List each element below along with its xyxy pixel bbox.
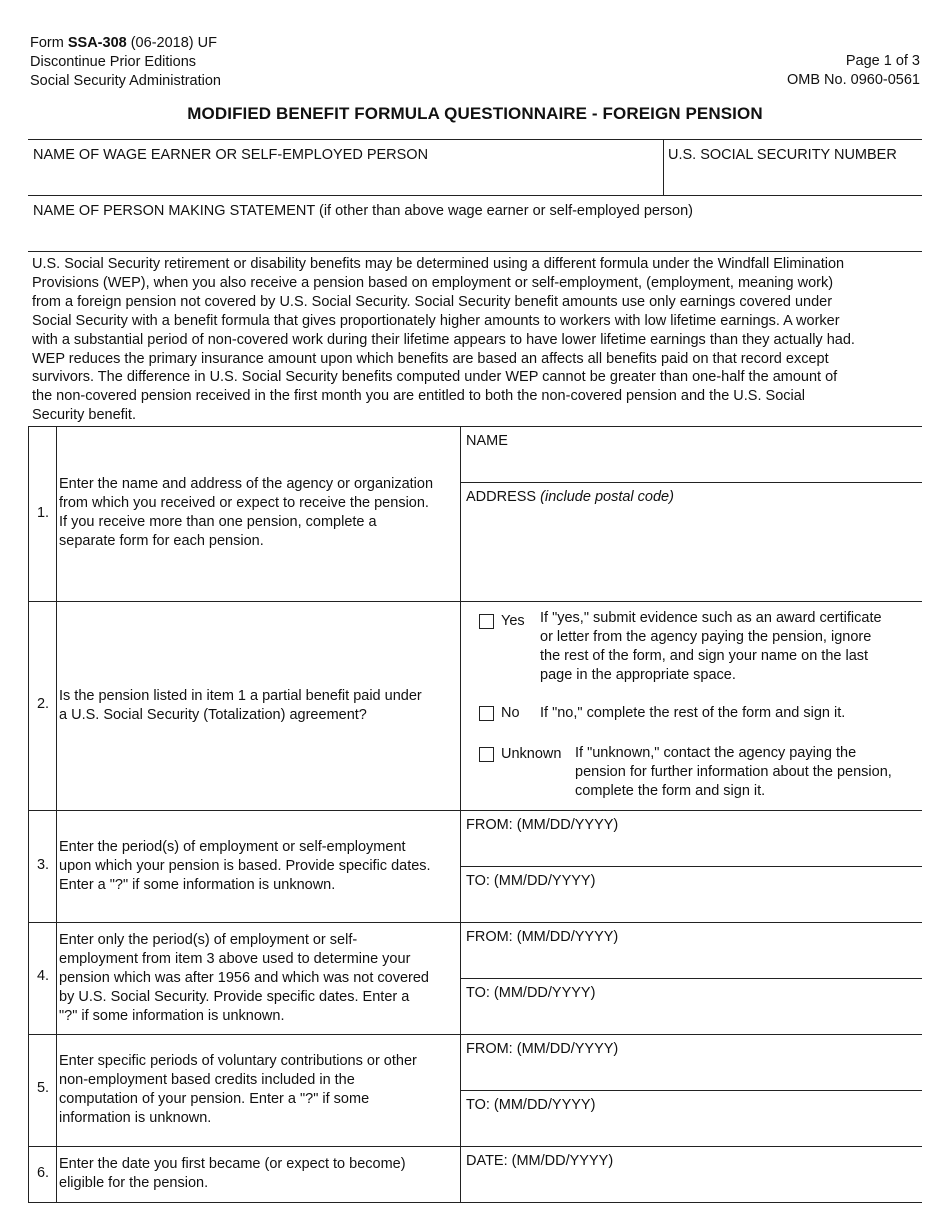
pension-address-field[interactable] xyxy=(463,508,920,598)
item-5-from-label: FROM: (MM/DD/YYYY) xyxy=(466,1041,619,1057)
divider xyxy=(28,251,922,252)
instruction-line: pension for further information about the pension, xyxy=(575,764,892,780)
omb-number: OMB No. 0960-0561 xyxy=(787,72,920,88)
question-line: Enter only the period(s) of employment or self- xyxy=(59,932,358,948)
question-line: information is unknown. xyxy=(59,1110,212,1126)
wage-earner-name-field[interactable] xyxy=(30,166,660,192)
form-id: SSA-308 xyxy=(67,35,127,51)
item-3-from-label: FROM: (MM/DD/YYYY) xyxy=(466,817,619,833)
instruction-line: complete the form and sign it. xyxy=(575,783,766,799)
item-4-to-field[interactable] xyxy=(463,1004,920,1032)
question-line: computation of your pension. Enter a "?" if some xyxy=(59,1091,370,1107)
item-3-to-field[interactable] xyxy=(463,892,920,920)
item-6-date-label: DATE: (MM/DD/YYYY) xyxy=(466,1153,614,1169)
form-header-left xyxy=(30,34,221,91)
question-line: separate form for each pension. xyxy=(59,533,264,549)
no-label: No xyxy=(501,705,520,721)
item-number: 2. xyxy=(36,696,50,712)
item-3-from-field[interactable] xyxy=(463,836,920,864)
question-line: If you receive more than one pension, complete a xyxy=(59,514,377,530)
agency-name: Social Security Administration xyxy=(30,73,221,89)
pension-name-label: NAME xyxy=(466,433,508,449)
question-line: a U.S. Social Security (Totalization) agreement? xyxy=(59,707,367,723)
pension-address-label xyxy=(466,488,674,507)
divider xyxy=(28,426,922,427)
divider xyxy=(28,195,922,196)
item-4-to-label: TO: (MM/DD/YYYY) xyxy=(466,985,596,1001)
divider xyxy=(28,810,922,811)
instruction-line: If "unknown," contact the agency paying the xyxy=(575,745,857,761)
divider xyxy=(28,601,922,602)
divider xyxy=(28,1202,922,1203)
unknown-label: Unknown xyxy=(501,746,562,762)
question-line: Enter the period(s) of employment or self-employment xyxy=(59,839,406,855)
ssn-field[interactable] xyxy=(666,166,920,192)
intro-line: Security benefit. xyxy=(32,407,136,424)
item-number: 3. xyxy=(36,857,50,873)
wage-earner-name-label: NAME OF WAGE EARNER OR SELF-EMPLOYED PERSON xyxy=(33,147,429,163)
yes-label: Yes xyxy=(501,613,525,629)
ssn-label: U.S. SOCIAL SECURITY NUMBER xyxy=(668,147,897,163)
intro-line: WEP reduces the primary insurance amount upon which benefits are based an affects all benefits paid on that record except xyxy=(32,350,829,367)
intro-line: Social Security with a benefit formula that gives proportionately higher amounts to workers with low lifetime earnings. A worker xyxy=(32,312,840,329)
form-id-line xyxy=(30,34,221,53)
item-number: 6. xyxy=(36,1165,50,1181)
discontinue-note: Discontinue Prior Editions xyxy=(30,54,197,70)
no-checkbox[interactable] xyxy=(479,706,494,721)
item-4-from-label: FROM: (MM/DD/YYYY) xyxy=(466,929,619,945)
page-number: Page 1 of 3 xyxy=(845,53,920,69)
statement-person-label: NAME OF PERSON MAKING STATEMENT (if other than above wage earner or self-employed person) xyxy=(33,203,693,219)
divider xyxy=(460,866,922,867)
intro-line: the non-covered pension received in the first month you are entitled to both the non-covered pension and the U.S. Social xyxy=(32,388,806,405)
item-5-to-field[interactable] xyxy=(463,1116,920,1144)
divider xyxy=(663,139,664,195)
question-line: upon which your pension is based. Provide specific dates. xyxy=(59,858,431,874)
divider xyxy=(28,922,922,923)
question-line: Enter the name and address of the agency or organization xyxy=(59,476,434,492)
instruction-line: the rest of the form, and sign your name on the last xyxy=(540,648,869,664)
intro-paragraph xyxy=(32,255,922,425)
item-5-from-field[interactable] xyxy=(463,1060,920,1088)
item-number: 1. xyxy=(36,505,50,521)
unknown-instructions xyxy=(575,744,920,801)
intro-line: Provisions (WEP), when you also receive a pension based on employment or self-employment, (employment, meaning work) xyxy=(32,274,834,291)
yes-instructions xyxy=(540,609,920,685)
statement-person-field[interactable] xyxy=(30,222,920,248)
question-line: pension which was after 1956 and which was not covered xyxy=(59,970,429,986)
item-6-question xyxy=(59,1155,459,1193)
item-4-from-field[interactable] xyxy=(463,948,920,976)
item-3-question xyxy=(59,838,459,895)
divider xyxy=(460,482,922,483)
item-6-date-field[interactable] xyxy=(463,1172,920,1200)
item-4-question xyxy=(59,931,459,1026)
instruction-line: page in the appropriate space. xyxy=(540,667,736,683)
item-number: 5. xyxy=(36,1080,50,1096)
instruction-line: If "yes," submit evidence such as an award certificate xyxy=(540,610,882,626)
address-label-note: (include postal code) xyxy=(540,489,674,505)
divider xyxy=(460,978,922,979)
divider xyxy=(28,426,29,1202)
divider xyxy=(28,1034,922,1035)
unknown-checkbox[interactable] xyxy=(479,747,494,762)
address-label-text: ADDRESS xyxy=(466,489,541,505)
question-line: "?" if some information is unknown. xyxy=(59,1008,285,1024)
item-2-question xyxy=(59,687,459,725)
instruction-line: or letter from the agency paying the pension, ignore xyxy=(540,629,872,645)
intro-line: U.S. Social Security retirement or disability benefits may be determined using a different formula under the Windfall Elimination xyxy=(32,256,845,272)
item-5-to-label: TO: (MM/DD/YYYY) xyxy=(466,1097,596,1113)
form-header-right xyxy=(787,52,920,90)
form-title: MODIFIED BENEFIT FORMULA QUESTIONNAIRE - FOREIGN PENSION xyxy=(187,104,763,123)
form-prefix: Form xyxy=(30,35,68,51)
intro-line: survivors. The difference in U.S. Social Security benefits computed under WEP cannot be greater than one-half the amount of xyxy=(32,369,838,386)
pension-name-field[interactable] xyxy=(463,452,920,480)
item-1-question xyxy=(59,475,459,551)
question-line: Enter a "?" if some information is unknown. xyxy=(59,877,336,893)
question-line: from which you received or expect to receive the pension. xyxy=(59,495,429,511)
item-number: 4. xyxy=(36,968,50,984)
question-line: Enter specific periods of voluntary contributions or other xyxy=(59,1053,417,1069)
form-edition: (06-2018) UF xyxy=(126,35,217,51)
divider xyxy=(28,139,922,140)
yes-checkbox[interactable] xyxy=(479,614,494,629)
no-instructions: If "no," complete the rest of the form and sign it. xyxy=(540,705,846,721)
divider xyxy=(460,426,461,1202)
question-line: by U.S. Social Security. Provide specific dates. Enter a xyxy=(59,989,410,1005)
intro-line: from a foreign pension not covered by U.S. Social Security. Social Security benefit amounts use only earnings covered under xyxy=(32,293,833,310)
question-line: employment from item 3 above used to determine your xyxy=(59,951,411,967)
item-3-to-label: TO: (MM/DD/YYYY) xyxy=(466,873,596,889)
divider xyxy=(56,426,57,1202)
question-line: non-employment based credits included in the xyxy=(59,1072,355,1088)
divider xyxy=(28,1146,922,1147)
item-5-question xyxy=(59,1052,459,1128)
divider xyxy=(460,1090,922,1091)
intro-line: with a substantial period of non-covered work during their lifetime appears to have lower lifetime earnings than they actually had. xyxy=(32,331,855,348)
question-line: Enter the date you first became (or expect to become) xyxy=(59,1156,406,1172)
question-line: Is the pension listed in item 1 a partial benefit paid under xyxy=(59,688,422,704)
question-line: eligible for the pension. xyxy=(59,1175,209,1191)
